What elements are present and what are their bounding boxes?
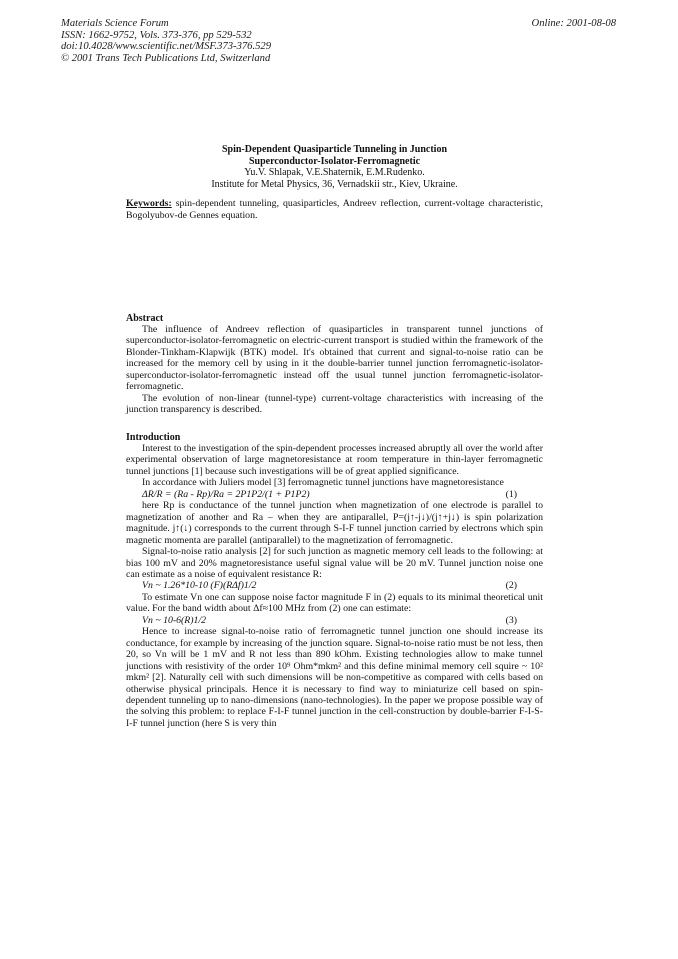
equation-1 — [126, 489, 543, 500]
authors: Yu.V. Shlapak, V.E.Shaternik, E.M.Rudenko. — [244, 167, 425, 179]
intro-paragraph-4: Signal-to-noise ratio analysis [2] for such junction as magnetic memory cell leads to the following: at bias 100 mV and 20% magnetoresistance useful signal value will be 20 mV. Tunnel junction noise one can estimate as a noise of equivalent resistance R: — [126, 546, 543, 580]
introduction-heading: Introduction — [126, 432, 181, 443]
online-date: Online: 2001-08-08 — [531, 18, 616, 29]
intro-paragraph-6: Hence to increase signal-to-noise ratio of ferromagnetic tunnel junction one should increase its conductance, for example by increasing of the junction square. Signal-to-noise ratio must be not less, then 20, so Vn will be 1 mV and R not less than 890 kOhm. Existing technologies allow to make tunnel junctions with resistivity of the order 10⁹ Ohm*mkm² and this define minimal memory cell squire ~ 10² mkm² [2]. Naturally cell with such dimensions will be non-competitive as compared with cells based on otherwise physical principals. Hence it is necessary to find way to miniaturize cell based on spin-dependent tunneling up to nano-dimensions (nano-technologies). In the paper we propose possible way of the solving this problem: to replace F-I-F tunnel junction in the cell-construction by double-barrier F-I-S-I-F tunnel junction (here S is very thin — [126, 626, 543, 729]
equation-3-formula: Vn ~ 10-6(R)1/2 — [142, 614, 207, 626]
equation-3 — [126, 615, 543, 626]
equation-2-number: (2) — [505, 580, 517, 592]
introduction-body — [126, 443, 543, 729]
intro-paragraph-1: Interest to the investigation of the spin-dependent processes increased abruptly all over the world after experimental observation of large magnetoresistance at room temperature in thin-layer ferromagnetic tunnel junctions [1] because such investigations will be of great applied significance. — [126, 443, 543, 477]
copyright-line: © 2001 Trans Tech Publications Ltd, Switzerland — [61, 52, 271, 64]
equation-3-number: (3) — [505, 614, 517, 626]
equation-2 — [126, 580, 543, 591]
paper-title-line-1: Spin-Dependent Quasiparticle Tunneling in Junction — [221, 144, 448, 155]
journal-header — [61, 18, 271, 64]
doi-link[interactable]: doi:10.4028/www.scientific.net/MSF.373-376.529 — [61, 41, 271, 53]
equation-1-formula: ΔR/R = (Ra - Rp)/Ra = 2P1P2/(1 + P1P2) — [142, 488, 310, 500]
intro-paragraph-2: In accordance with Juliers model [3] ferromagnetic tunnel junctions have magnetoresistance — [142, 477, 504, 489]
issn-line: ISSN: 1662-9752, Vols. 373-376, pp 529-532 — [61, 29, 252, 41]
equation-1-number: (1) — [505, 488, 517, 500]
abstract-body — [126, 324, 543, 416]
intro-paragraph-5: To estimate Vn one can suppose noise factor magnitude F in (2) equals to its minimal theoretical unit value. For the band width about Δf≈100 MHz from (2) one can estimate: — [126, 591, 543, 615]
abstract-paragraph-2: The evolution of non-linear (tunnel-type) current-voltage characteristics with increasing of the junction transparency is described. — [126, 392, 543, 416]
keywords — [126, 198, 543, 221]
keywords-text: spin-dependent tunneling, quasiparticles, Andreev reflection, current-voltage characteristic, Bogolyubov-de Gennes equation. — [126, 198, 543, 221]
affiliation: Institute for Metal Physics, 36, Vernadskii str., Kiev, Ukraine. — [211, 178, 458, 190]
journal-name: Materials Science Forum — [61, 18, 169, 29]
paper-front-matter — [126, 144, 543, 221]
keywords-label: Keywords: — [126, 198, 172, 210]
title-block — [126, 144, 543, 190]
abstract-paragraph-1: The influence of Andreev reflection of quasiparticles in transparent tunnel junctions of superconductor-isolator-ferromagnetic on electric-current transport is studied within the framework of the Blonder-Tinkham-Klapwijk (BTK) model. It's obtained that current and signal-to-noise ratio can be increased for the memory cell by using in it the double-barrier tunnel junction ferromagnetic-isolator-superconductor-isolator-ferromagnetic instead off the usual tunnel junction ferromagnetic-isolator-ferromagnetic. — [126, 324, 543, 393]
intro-paragraph-3: here Rp is conductance of the tunnel junction when magnetization of one electrode is parallel to magnetization of another and Ra – when they are antiparallel, P=(j↑-j↓)/(j↑+j↓) is spin polarization magnitude. j↑(↓) corresponds to the current through S-I-F tunnel junction carried by electrons which spin magnetic momenta are parallel (antiparallel) to the magnetization of ferromagnetic. — [126, 500, 543, 546]
equation-2-formula: Vn ~ 1.26*10-10 (F)(RΔf)1/2 — [142, 580, 257, 592]
abstract-heading: Abstract — [126, 313, 164, 324]
paper-title-line-2: Superconductor-Isolator-Ferromagnetic — [248, 155, 421, 167]
